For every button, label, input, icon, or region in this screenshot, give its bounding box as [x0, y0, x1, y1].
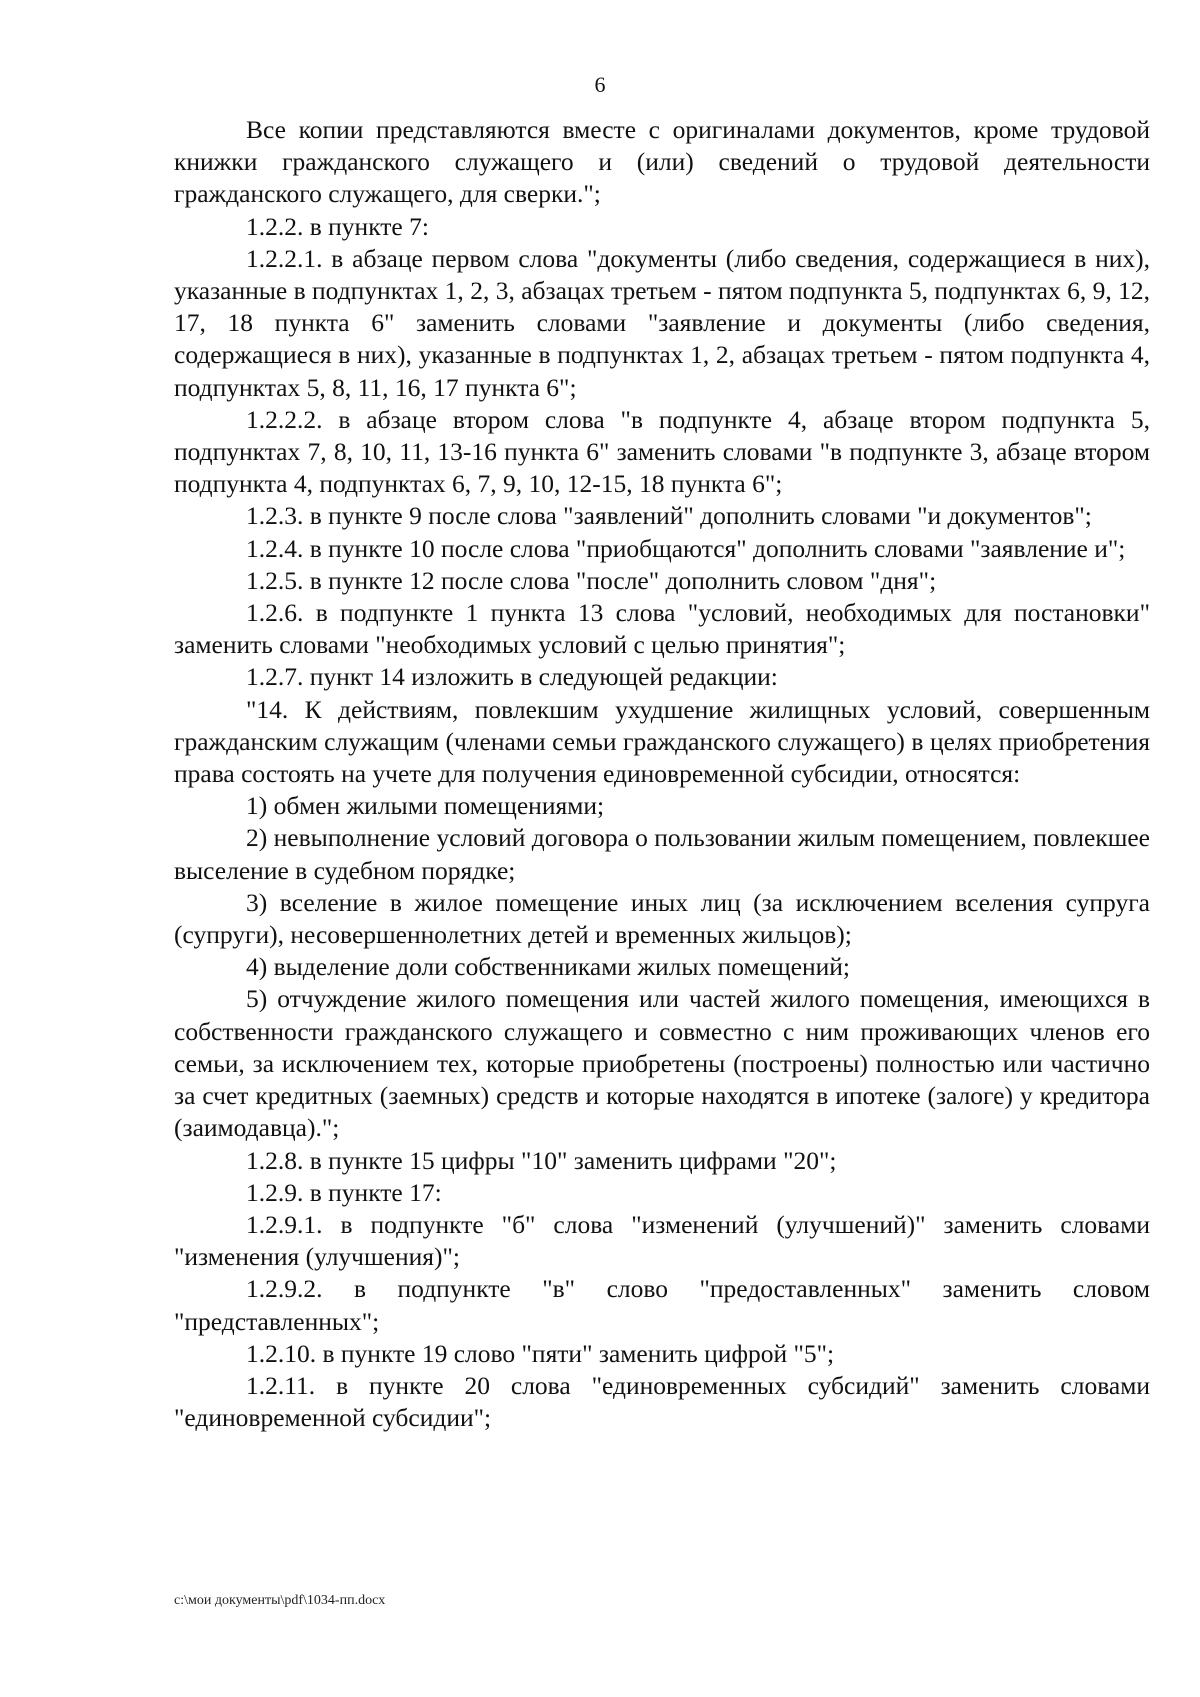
paragraph-item-5: 5) отчуждение жилого помещения или частей жилого помещения, имеющихся в собственности гражданского служащего и совместно с ним проживающих членов его семьи, за исключением тех, которые приобретены (построены) полностью или частично за счет кредитных (заемных) средств и которые находятся в ипотеке (залоге) у кредитора (заимодавца).";	[174, 984, 1150, 1143]
paragraph-1-2-9-2: 1.2.9.2. в подпункте "в" слово "предоставленных" заменить словом "представленных";	[174, 1274, 1150, 1336]
paragraph-1-2-9-1: 1.2.9.1. в подпункте "б" слова "изменений (улучшений)" заменить словами "изменения (улучшения)";	[174, 1209, 1150, 1272]
paragraph-1-2-8: 1.2.8. в пункте 15 цифры "10" заменить цифрами "20";	[246, 1145, 837, 1175]
paragraph-1-2-9: 1.2.9. в пункте 17:	[246, 1177, 442, 1207]
paragraph-1-2-3: 1.2.3. в пункте 9 после слова "заявлений" дополнить словами "и документов";	[246, 501, 1092, 531]
paragraph-1-2-5: 1.2.5. в пункте 12 после слова "после" дополнить словом "дня";	[246, 565, 937, 595]
paragraph-item-3: 3) вселение в жилое помещение иных лиц (за исключением вселения супруга (супруги), несовершеннолетних детей и временных жильцов);	[174, 887, 1150, 950]
paragraph-1-2-10: 1.2.10. в пункте 19 слово "пяти" заменить цифрой "5";	[246, 1338, 835, 1368]
paragraph-1-2-7: 1.2.7. пункт 14 изложить в следующей редакции:	[246, 662, 778, 692]
paragraph-1-2-11: 1.2.11. в пункте 20 слова "единовременных субсидий" заменить словами "единовременной субсидии";	[174, 1370, 1150, 1433]
paragraph-item-4: 4) выделение доли собственниками жилых помещений;	[246, 952, 850, 982]
paragraph-1-2-6: 1.2.6. в подпункте 1 пункта 13 слова "условий, необходимых для постановки" заменить словами "необходимых условий с целью принятия";	[174, 598, 1150, 660]
paragraph-point-14: "14. К действиям, повлекшим ухудшение жилищных условий, совершенным гражданским служащим (членами семьи гражданского служащего) в целях приобретения права состоять на учете для получения единовременной субсидии, относятся:	[174, 694, 1150, 789]
paragraph-item-1: 1) обмен жилыми помещениями;	[246, 791, 605, 821]
paragraph-1-2-4: 1.2.4. в пункте 10 после слова "приобщаются" дополнить словами "заявление и";	[246, 533, 1126, 563]
paragraph-1-2-2: 1.2.2. в пункте 7:	[246, 211, 429, 241]
document-body	[174, 114, 1150, 1434]
paragraph-copies-note: Все копии представляются вместе с оригиналами документов, кроме трудовой книжки гражданского служащего и (или) сведений о трудовой деятельности гражданского служащего, для сверки.";	[174, 115, 1150, 209]
paragraph-1-2-2-2: 1.2.2.2. в абзаце втором слова "в подпункте 4, абзаце втором подпункта 5, подпунктах 7, 8, 10, 11, 13-16 пункта 6" заменить словами "в подпункте 3, абзаце втором подпункта 4, подпунктах 6, 7, 9, 10, 12-15, 18 пункта 6";	[174, 404, 1150, 499]
paragraph-1-2-2-1: 1.2.2.1. в абзаце первом слова "документы (либо сведения, содержащиеся в них), указанные в подпунктах 1, 2, 3, абзацах третьем - пятом подпункта 5, подпунктах 6, 9, 12, 17, 18 пункта 6" заменить словами "заявление и документы (либо сведения, содержащиеся в них), указанные в подпунктах 1, 2, абзацах третьем - пятом подпункта 4, подпунктах 5, 8, 11, 16, 17 пункта 6";	[174, 243, 1150, 402]
paragraph-item-2: 2) невыполнение условий договора о пользовании жилым помещением, повлекшее выселение в судебном порядке;	[174, 823, 1150, 885]
footer-file-path: c:\мои документы\pdf\1034-пп.docx	[174, 1593, 386, 1608]
page-number: 6	[594, 72, 606, 97]
